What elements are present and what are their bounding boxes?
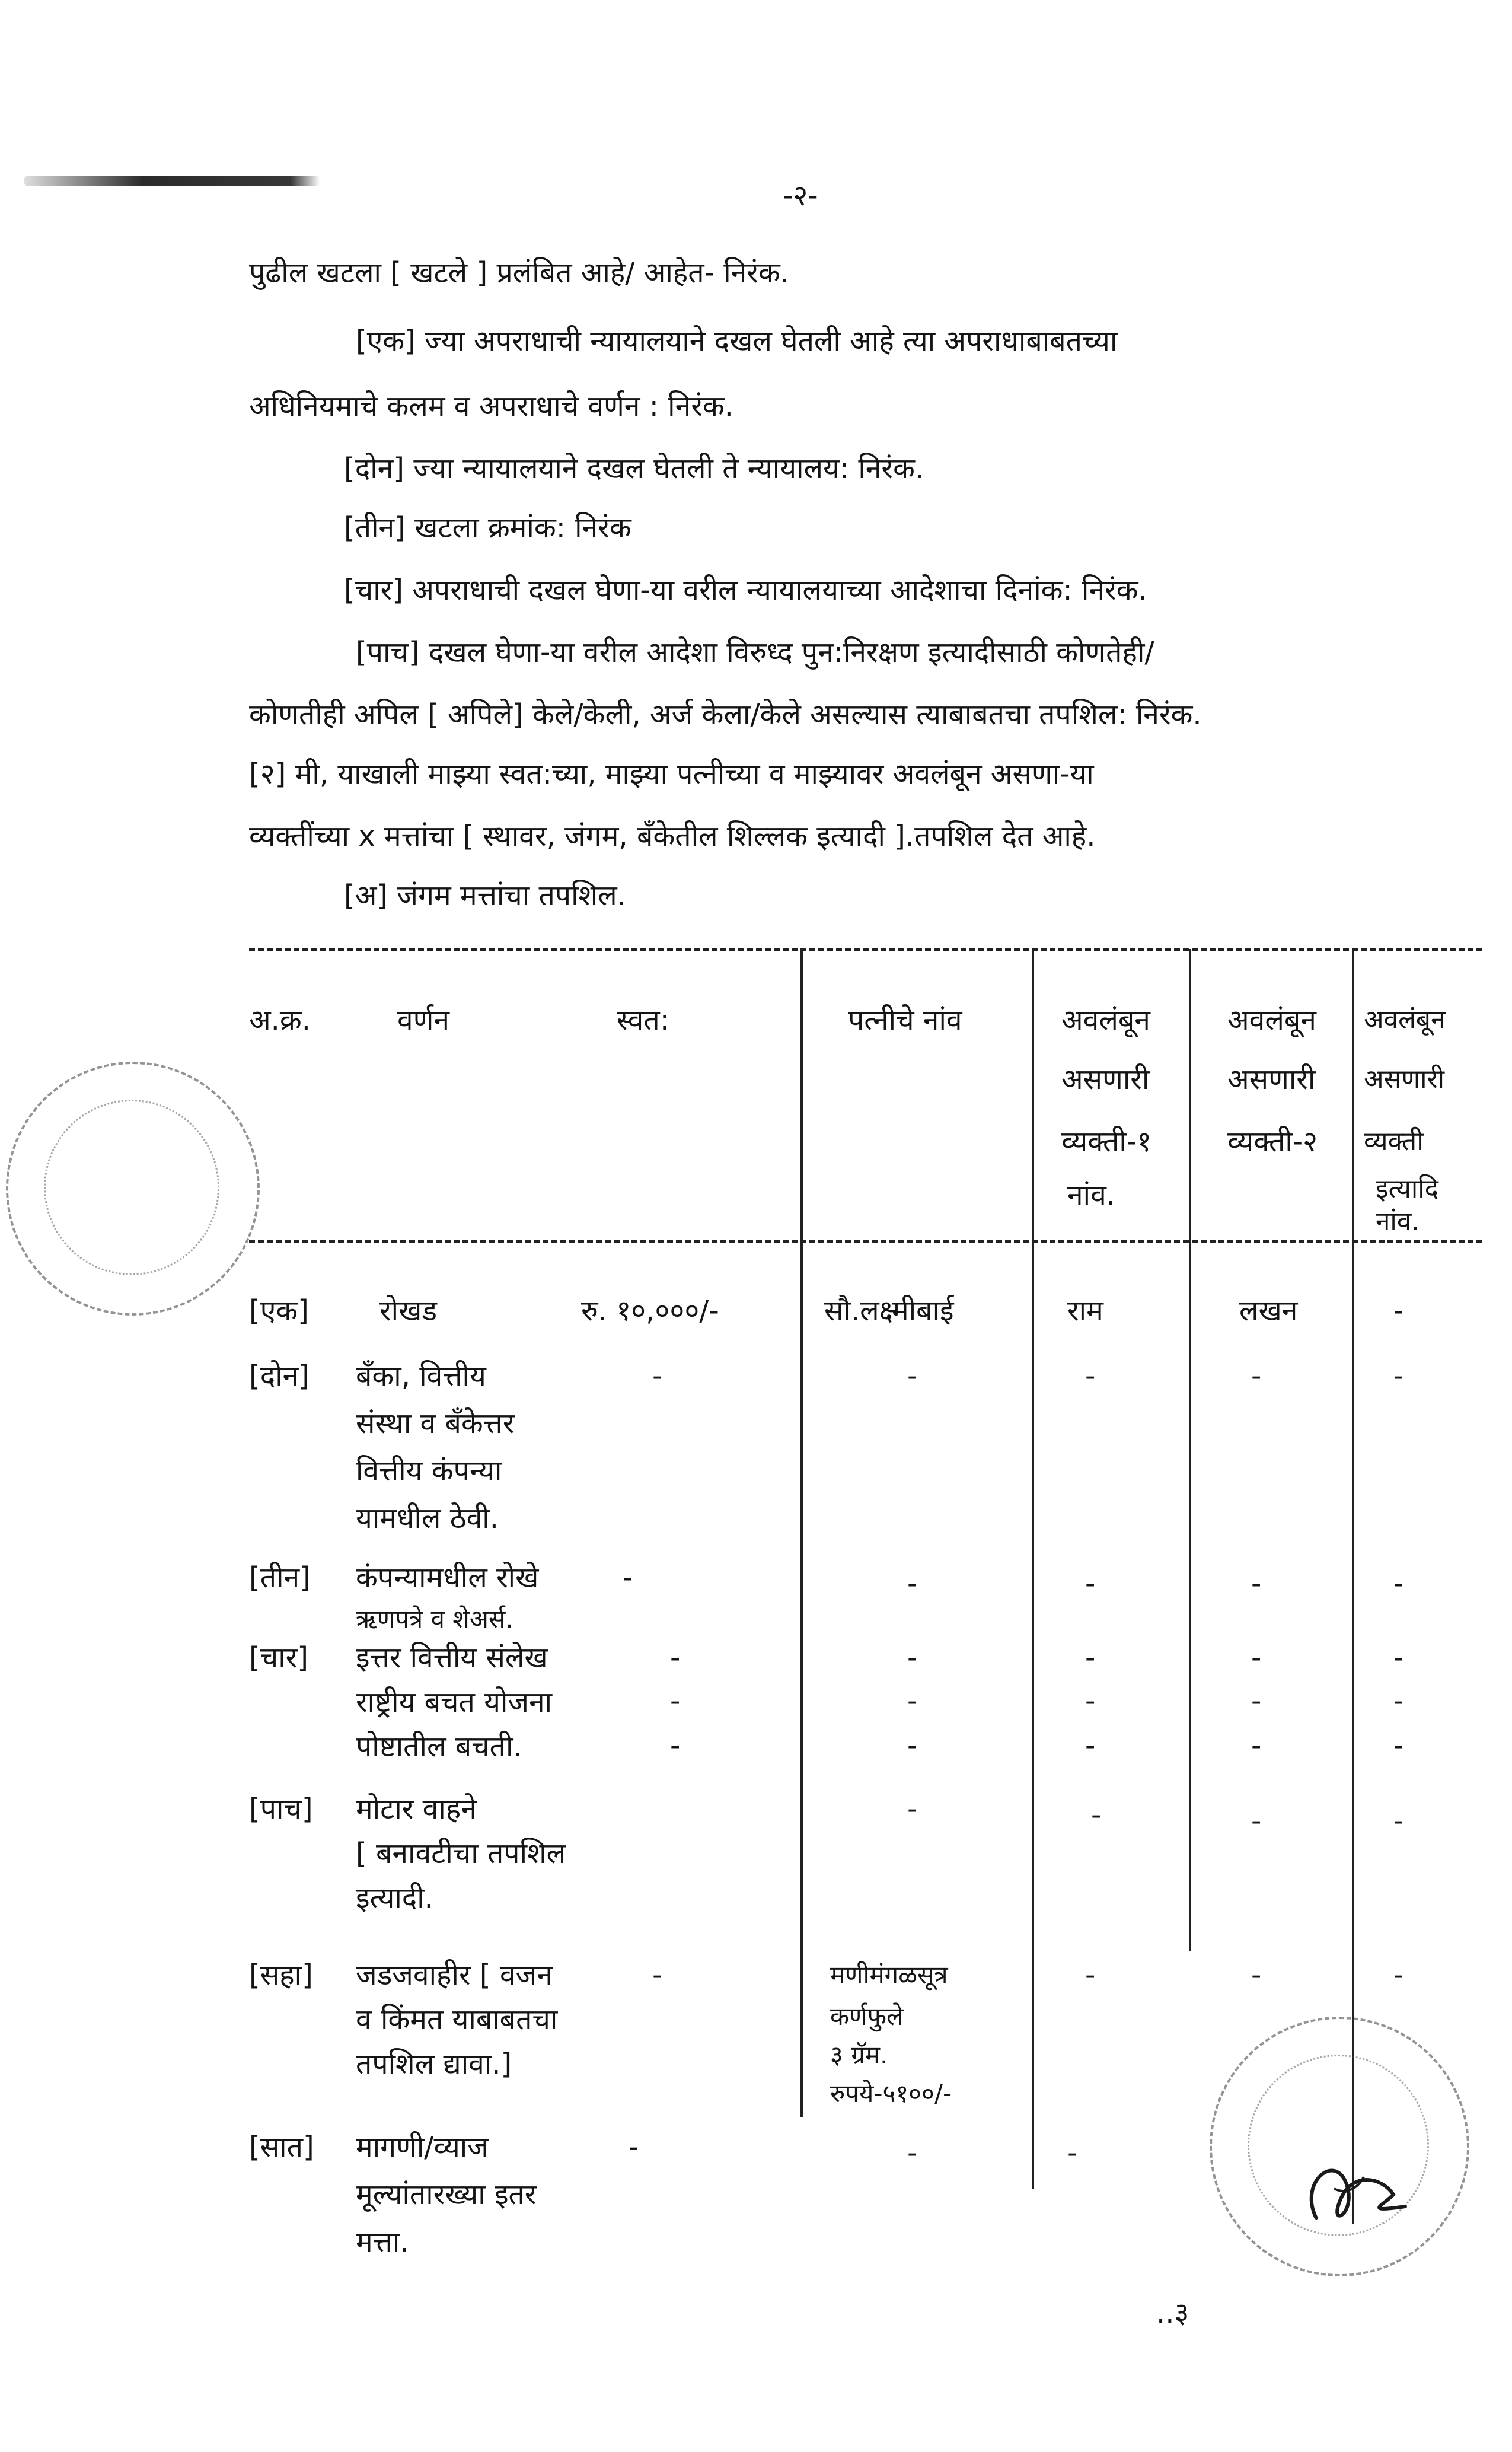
header-dep1-l2: असणारी [1061,1063,1150,1096]
item-ek-line1: [एक] ज्या अपराधाची न्यायालयाने दखल घेतली आहे त्या अपराधाबाबतच्या [356,324,1118,358]
row3-self: - [623,1561,633,1594]
header-dep3-l2: असणारी [1364,1064,1444,1094]
row4-self-dash3: - [670,1729,681,1762]
row1-wife: सौ.लक्ष्मीबाई [824,1294,954,1327]
row4-wife-dash3: - [907,1729,918,1762]
page-number: -२- [783,179,818,212]
row4-serial: [चार] [249,1641,308,1674]
header-dep2-l3: व्यक्ती-२ [1227,1125,1318,1158]
row3-dep1: - [1085,1567,1096,1600]
row7-desc-l3: मत्ता. [356,2225,409,2259]
row6-wife-l2: कर्णफुले [830,2002,904,2031]
row4-wife: - [907,1641,918,1674]
row2-serial: [दोन] [249,1359,310,1393]
row4-dep2: - [1251,1641,1262,1674]
row3-desc-l1: कंपन्यामधील रोखे [356,1561,539,1594]
header-dep2-l1: अवलंबून [1227,1004,1316,1037]
item-don: [दोन] ज्या न्यायालयाने दखल घेतली ते न्यायालय: निरंक. [344,452,924,485]
signature [1293,2147,1411,2242]
row6-dep3: - [1393,1959,1404,1992]
row3-desc-l2: ऋणपत्रे व शेअर्स. [356,1604,513,1633]
table-top-rule [249,948,1482,956]
row4-self-dash2: - [670,1684,681,1718]
header-serial: अ.क्र. [249,1004,311,1037]
row4-dep2-dash2: - [1251,1684,1262,1718]
row5-desc-l1: मोटार वाहने [356,1792,477,1826]
pending-cases-line: पुढील खटला [ खटले ] प्रलंबित आहे/ आहेत- निरंक. [249,256,790,289]
row1-dep3: - [1393,1294,1404,1327]
row7-desc-l2: मूल्यांतारख्या इतर [356,2178,537,2211]
row2-desc-l1: बँका, वित्तीय [356,1359,486,1393]
column-divider-dep2 [1189,949,1191,1951]
row5-dep2: - [1251,1804,1262,1838]
row2-dep1: - [1085,1359,1096,1393]
row4-dep1-dash2: - [1085,1684,1096,1718]
header-dep3-l1: अवलंबून [1364,1005,1446,1035]
row4-desc-l1: इत्तर वित्तीय संलेख [356,1641,548,1674]
row4-dep1-dash3: - [1085,1729,1096,1762]
row6-dep1: - [1085,1959,1096,1992]
row5-dep3: - [1393,1804,1404,1838]
row7-self: - [629,2131,639,2164]
column-divider-dep1 [1032,949,1034,2189]
item-pach-line2: कोणतीही अपिल [ अपिले] केले/केली, अर्ज केला/केले असल्यास त्याबाबतचा तपशिल: निरंक. [249,698,1202,731]
row2-dep3: - [1393,1359,1404,1393]
item-ek-line2: अधिनियमाचे कलम व अपराधाचे वर्णन : निरंक. [249,390,733,423]
header-description: वर्णन [397,1004,450,1037]
header-dep3-l3: व्यक्ती [1364,1126,1424,1157]
official-seal-left [6,1062,260,1316]
row6-serial: [सहा] [249,1959,313,1992]
row6-self: - [652,1959,663,1992]
row6-wife-l4: रुपये-५१००/- [830,2079,952,2108]
row3-wife: - [907,1567,918,1600]
row2-wife: - [907,1359,918,1393]
header-dep1-l1: अवलंबून [1061,1004,1150,1037]
row2-dep2: - [1251,1359,1262,1393]
item-char: [चार] अपराधाची दखल घेणा-या वरील न्यायालयाच्या आदेशाचा दिनांक: निरंक. [344,574,1147,607]
section2-line1: [२] मी, याखाली माझ्या स्वत:च्या, माझ्या पत्नीच्या व माझ्यावर अवलंबून असणा-या [249,757,1094,791]
row4-dep3: - [1393,1641,1404,1674]
row2-desc-l2: संस्था व बँकेत्तर [356,1407,515,1440]
row6-dep2: - [1251,1959,1262,1992]
row6-wife-l1: मणीमंगळसूत्र [830,1960,948,1989]
row5-serial: [पाच] [249,1792,313,1826]
column-divider-wife [800,949,803,2117]
row5-wife: - [907,1792,918,1826]
item-pach-line1: [पाच] दखल घेणा-या वरील आदेशा विरुध्द पुन:निरक्षण इत्यादीसाठी कोणतेही/ [356,636,1154,669]
row1-self: रु. १०,०००/- [581,1294,719,1327]
row2-desc-l4: यामधील ठेवी. [356,1502,499,1535]
row4-dep3-dash3: - [1393,1729,1404,1762]
row3-dep3: - [1393,1567,1404,1600]
row6-wife-l3: ३ ग्रॅम. [830,2040,888,2069]
row1-dep2: लखन [1239,1294,1298,1327]
header-dep1-l4: नांव. [1067,1179,1116,1212]
row4-desc-l2: राष्ट्रीय बचत योजना [356,1686,553,1719]
row7-dep1: - [1067,2136,1078,2170]
header-dep3-l4: इत्यादि [1376,1174,1439,1204]
header-self: स्वत: [617,1004,669,1037]
header-dep1-l3: व्यक्ती-१ [1061,1125,1152,1158]
row4-dep1: - [1085,1641,1096,1674]
row3-serial: [तीन] [249,1561,311,1594]
row3-dep2: - [1251,1567,1262,1600]
row4-wife-dash2: - [907,1684,918,1718]
row5-dep1: - [1091,1798,1102,1832]
seal-left-inner-ring [44,1100,219,1275]
row7-desc-l1: मागणी/व्याज [356,2131,489,2164]
table-header-rule [249,1240,1482,1247]
next-page-marker: ..३ [1156,2297,1189,2330]
row1-serial: [एक] [249,1294,309,1327]
row4-desc-l3: पोष्टातील बचती. [356,1730,522,1763]
row4-dep3-dash2: - [1393,1684,1404,1718]
row5-desc-l3: इत्यादी. [356,1881,433,1915]
section2-line2: व्यक्तींच्या x मत्तांचा [ स्थावर, जंगम, बँकेतील शिल्लक इत्यादी ].तपशिल देत आहे. [249,820,1096,853]
scan-smudge [24,176,320,186]
header-wife: पत्नीचे नांव [848,1004,962,1037]
row4-self: - [670,1641,681,1674]
row7-serial: [सात] [249,2131,314,2164]
header-dep3-l5: नांव. [1376,1206,1420,1237]
row1-dep1: राम [1067,1294,1103,1327]
row2-desc-l3: वित्तीय कंपन्या [356,1454,502,1488]
row2-self: - [652,1359,663,1393]
header-dep2-l2: असणारी [1227,1063,1316,1096]
row5-desc-l2: [ बनावटीचा तपशिल [356,1837,566,1870]
row7-wife: - [907,2136,918,2170]
row1-desc: रोखड [379,1294,438,1327]
section2-sub-a: [अ] जंगम मत्तांचा तपशिल. [344,879,626,912]
row4-dep2-dash3: - [1251,1729,1262,1762]
row6-desc-l2: व किंमत याबाबतचा [356,2003,558,2036]
item-teen: [तीन] खटला क्रमांक: निरंक [344,511,631,544]
row6-desc-l3: तपशिल द्यावा.] [356,2047,512,2081]
row6-desc-l1: जडजवाहीर [ वजन [356,1959,553,1992]
